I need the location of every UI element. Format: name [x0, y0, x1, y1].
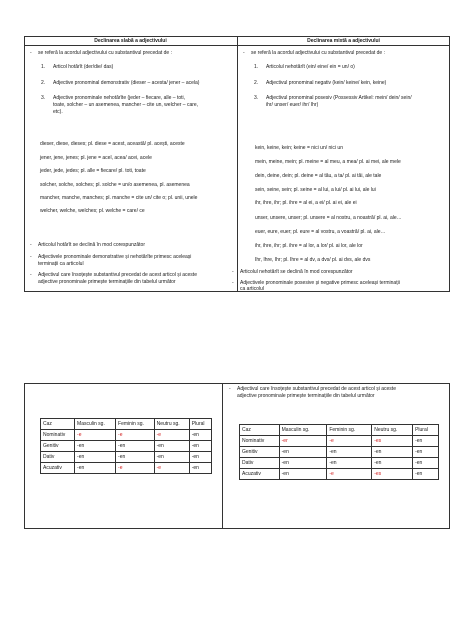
right-example: ihr, ihre, ihr; pl. ihre = al ei, a ei/ pl. ai ei, ale ei	[255, 200, 357, 206]
ending-cell: -e	[327, 436, 372, 447]
right-item-2: 2. Adjectivul pronominal negativ (kein/ keine/ kein, keine)	[254, 80, 387, 86]
table-header-cell: Feminin sg.	[327, 425, 372, 436]
table-header-cell: Masculin sg.	[279, 425, 327, 436]
left-example: welcher, welche, welches; pl. welche = care/ ce	[40, 208, 145, 214]
case-label: Nominativ	[240, 436, 280, 447]
table-row	[41, 430, 212, 441]
left-example: jener, jene, jenes; pl. jene = acel, acea/ acei, acele	[40, 155, 152, 161]
right-example: kein, keine, kein; keine = nici un/ nici un	[255, 145, 343, 151]
ending-cell: -en	[116, 441, 155, 452]
ending-cell: -en	[279, 469, 327, 480]
left-item-2: 2. Adjective pronominal demonstrativ (dieser – acesta/ jener – acela)	[41, 80, 200, 86]
ending-cell: -en	[413, 469, 439, 480]
ending-cell: -es	[372, 436, 413, 447]
left-item-1: 1. Articol hotărît (der/die/ das)	[41, 64, 114, 70]
table-header-cell: Plural	[189, 419, 211, 430]
ending-cell: -e	[116, 430, 155, 441]
left-example: solcher, solche, solches; pl. solche = un/o asemenea, pl. asemenea	[40, 182, 190, 188]
left-column-header: Declinarea slabă a adjectivului	[94, 38, 167, 44]
ending-table-mixed	[239, 424, 439, 480]
left-example: mancher, manche, manches; pl. manche = cite un/ cite o; pl. unii, unele	[40, 195, 198, 201]
right-item-1: 1. Articolul nehotărît (ein/ eine/ ein = un/ o)	[254, 64, 355, 70]
table-header-cell: Feminin sg.	[116, 419, 155, 430]
left-bullet-3-cont: adjective pronominale primește terminațiile din tabelul următor	[38, 279, 176, 285]
right-example: unser, unsere, unser; pl. unsere = al nostru, a noastră/ pl. ai, ale…	[255, 215, 402, 221]
case-label: Genitiv	[41, 441, 75, 452]
left-item-3-cont-1: toate, solcher – un asemenea, mancher – cite un, welcher – care,	[53, 102, 199, 108]
right-example: sein, seine, sein; pl. seine = al lui, a lui/ pl. ai lui, ale lui	[255, 187, 376, 193]
right-intro: - se referă la acordul adjectivului cu substantivul precedat de :	[243, 50, 385, 56]
right-example: ihr, ihre, ihr; pl. ihre = al lor, a lor/ pl. ai lor, ale lor	[255, 243, 363, 249]
ending-cell: -er	[279, 436, 327, 447]
ending-cell: -es	[372, 469, 413, 480]
ending-cell: -en	[75, 463, 116, 474]
left-item-3-cont-2: etc).	[53, 109, 63, 115]
left-bullet-2-cont: terminații ca articolul	[38, 261, 84, 267]
ending-cell: -en	[279, 458, 327, 469]
table-header-cell: Caz	[41, 419, 75, 430]
table-header-cell: Plural	[413, 425, 439, 436]
ending-cell: -en	[75, 441, 116, 452]
table-header-cell: Neutru sg.	[372, 425, 413, 436]
left-bullet-3: - Adjectivul care însoțește substantivul precedat de acest articol și aceste	[30, 272, 197, 278]
right-bullet-2: - Adjectivele pronominale posesive și negative primesc aceleași terminații	[232, 280, 400, 286]
ending-cell: -en	[154, 452, 189, 463]
ending-cell: -en	[413, 436, 439, 447]
right-item-3-cont: ihr/ unser/ euer/ ihr/ Ihr)	[266, 102, 319, 108]
right-example: mein, meine, mein; pl. meine = al meu, a mea/ pl. ai mei, ale mele	[255, 159, 401, 165]
right-example: euer, eure, euer; pl. eure = al vostru, a voastră/ pl. ai, ale…	[255, 229, 386, 235]
right-bullet-1: - Articolul nehotărît se declină în mod corespunzător	[232, 269, 353, 275]
ending-cell: -en	[189, 441, 211, 452]
table-row	[240, 436, 439, 447]
table-row	[41, 441, 212, 452]
ending-cell: -en	[279, 447, 327, 458]
ending-cell: -en	[327, 458, 372, 469]
right-column-header: Declinarea mixtă a adjectivului	[307, 38, 380, 44]
ending-cell: -en	[189, 452, 211, 463]
table-row	[240, 469, 439, 480]
ending-cell: -e	[154, 463, 189, 474]
ending-cell: -en	[372, 458, 413, 469]
table-row	[240, 447, 439, 458]
ending-cell: -e	[75, 430, 116, 441]
right-example: dein, deine, dein; pl. deine = al tău, a ta/ pl. ai tăi, ale tale	[255, 173, 382, 179]
right-lower-bullet-cont: adjective pronominale primește terminațiile din tabelul următor	[237, 393, 375, 399]
bottom-column-divider	[222, 383, 223, 529]
left-example: dieser, diese, dieses; pl. diese = acest, această/ pl. acești, aceste	[40, 141, 185, 147]
table-header-cell: Caz	[240, 425, 280, 436]
case-label: Dativ	[240, 458, 280, 469]
left-example: jeder, jede, jedes; pl. alle = fiecare/ pl. toti, toate	[40, 168, 146, 174]
ending-cell: -e	[154, 430, 189, 441]
table-header-cell: Neutru sg.	[154, 419, 189, 430]
case-label: Genitiv	[240, 447, 280, 458]
table-row	[240, 458, 439, 469]
case-label: Dativ	[41, 452, 75, 463]
ending-cell: -en	[75, 452, 116, 463]
left-bullet-1: - Articolul hotărît se declină în mod corespunzător	[30, 242, 145, 248]
table-row	[41, 463, 212, 474]
right-lower-bullet: - Adjectivul care însoțește substantivul precedat de acest articol și aceste	[229, 386, 396, 392]
top-column-divider	[237, 36, 238, 292]
left-intro: - se referă la acordul adjectivului cu substantivul precedat de :	[30, 50, 172, 56]
left-item-3: 3. Adjective pronominale nehotărîte (jeder – fiecare, alle – toti,	[41, 95, 186, 101]
table-row	[41, 452, 212, 463]
table-header-cell: Masculin sg.	[75, 419, 116, 430]
right-example: Ihr, Ihre, Ihr; pl. Ihre = al dv, a dvs/ pl. ai dvs, ale dvs	[255, 257, 371, 263]
ending-cell: -e	[116, 463, 155, 474]
ending-cell: -en	[413, 458, 439, 469]
case-label: Acuzativ	[41, 463, 75, 474]
left-bullet-2: - Adjectivele pronominale demonstrative și nehotărîte primesc aceleași	[30, 254, 192, 260]
case-label: Acuzativ	[240, 469, 280, 480]
ending-cell: -en	[413, 447, 439, 458]
ending-table-weak	[40, 418, 212, 474]
table-header-row	[41, 419, 212, 430]
ending-cell: -en	[116, 452, 155, 463]
ending-cell: -en	[189, 430, 211, 441]
right-bullet-2-cont: ca articolul	[240, 286, 264, 292]
ending-cell: -en	[154, 441, 189, 452]
case-label: Nominativ	[41, 430, 75, 441]
ending-cell: -en	[327, 447, 372, 458]
right-item-3: 3. Adjectivul pronominal posesiv (Possessiv Artikel: mein/ dein/ sein/	[254, 95, 412, 101]
ending-cell: -e	[327, 469, 372, 480]
ending-cell: -en	[189, 463, 211, 474]
ending-cell: -en	[372, 447, 413, 458]
table-header-row	[240, 425, 439, 436]
